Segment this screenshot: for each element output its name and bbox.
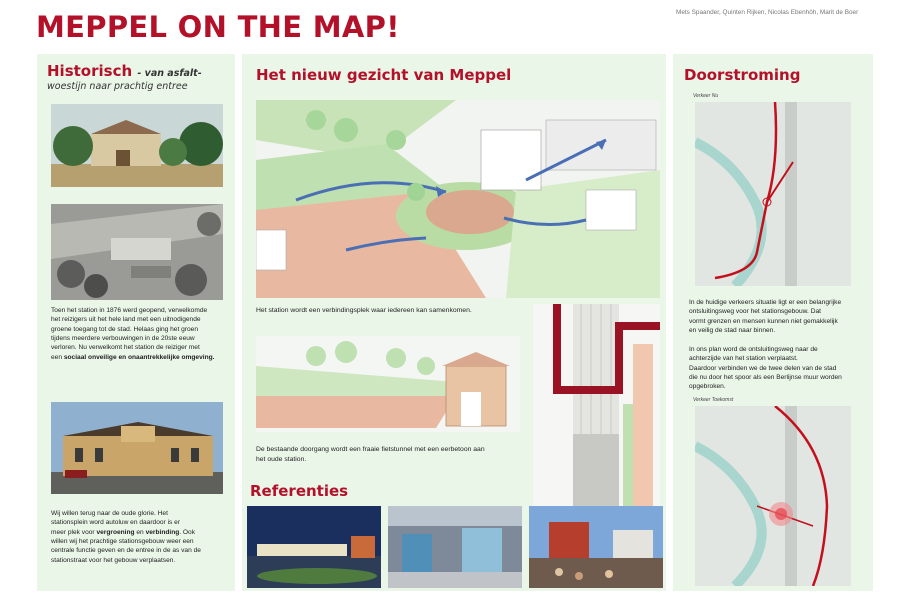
historic-aerial-photo [51, 204, 223, 300]
text-line: In ons plan word de ontsluitingsweg naar de [689, 346, 818, 353]
section-title-nieuw-gezicht: Het nieuw gezicht van Meppel [256, 66, 512, 84]
caption-rendering-1: Het station wordt een verbindingsplek waar iedereen kan samenkomen. [256, 307, 472, 314]
caption-rendering-2 [256, 445, 526, 464]
text-line: achterzijde van het station verplaatst. [689, 355, 798, 363]
doorstroming-text-1 [689, 298, 871, 335]
traffic-map-now [695, 102, 851, 286]
map-label-future: Verkeer Toekomst [693, 397, 734, 403]
text-line: De bestaande doorgang wordt een fraaie fietstunnel met een eerbetoon aan [256, 446, 485, 453]
section-title-doorstroming: Doorstroming [684, 66, 801, 84]
text-line: Daardoor verbinden we de twee delen van de stad [689, 364, 837, 372]
text-line [51, 528, 231, 537]
reference-photo-3 [529, 506, 663, 588]
historisch-text-2 [51, 509, 231, 565]
doorstroming-text-2 [689, 345, 871, 392]
text-line: het oude station. [256, 455, 307, 463]
text-line: centrale functie geven en de entree in de as van de [51, 547, 201, 555]
authors-list: Mets Spaander, Quinten Rijken, Nicolas Ebenhöh, Marit de Boer [676, 9, 859, 16]
emphasis-text: vergroening [96, 528, 135, 536]
site-plan-drawing [533, 304, 660, 526]
panel-doorstroming [673, 54, 873, 591]
text-line: opgebroken. [689, 383, 726, 391]
text-line: groene toegang tot de stad. Helaas ging het groen [51, 325, 199, 333]
page-title: MEPPEL ON THE MAP! [36, 10, 400, 44]
text-line: ontsluitingsweg voor het stationsgebouw. Dat [689, 308, 821, 316]
historic-station-photo [51, 104, 223, 187]
text-line: In de huidige verkeers situatie ligt er een belangrijke [689, 299, 842, 306]
text-fragment: en [134, 528, 146, 536]
text-line: willen wij het prachtige stationsgebouw weer een [51, 538, 194, 546]
section-title-referenties: Referenties [250, 482, 349, 500]
emphasis-text: sociaal onveilige en onaantrekkelijke omgeving. [63, 353, 215, 361]
text-fragment: . Ook [179, 528, 196, 536]
emphasis-text: verbinding [145, 528, 180, 536]
current-station-photo [51, 402, 223, 494]
station-square-rendering [256, 100, 660, 298]
text-line: stationstraat voor het gebouw verplaatsen. [51, 556, 176, 564]
text-line: die nu door het spoor als een Berlijnse muur worden [689, 374, 842, 382]
historisch-subtitle-1: - van asfalt- [137, 68, 202, 79]
historisch-title: Historisch [47, 62, 133, 80]
text-line: het reizigers uit het hele land met een uitnodigende [51, 316, 201, 324]
reference-photo-1 [247, 506, 381, 588]
text-line: vormt grenzen en mensen kunnen niet gemakkelijk [689, 317, 838, 325]
panel-historisch [37, 54, 235, 591]
historisch-subtitle-2: woestijn naar prachtig entree [47, 81, 188, 92]
historisch-text-1 [51, 306, 231, 362]
text-line: en veilig de stad naar binnen. [689, 327, 776, 335]
text-line [51, 353, 231, 362]
map-label-now: Verkeer Nu [693, 93, 719, 99]
section-title-historisch [47, 62, 202, 80]
text-fragment: meer plek voor [51, 528, 97, 536]
reference-photo-2 [388, 506, 522, 588]
traffic-map-future [695, 406, 851, 586]
text-line: tijdens meerdere verbouwingen in de 20ste eeuw [51, 335, 195, 343]
text-line: stationsplein word autoluw en daardoor is er [51, 519, 181, 527]
bike-tunnel-rendering [256, 336, 520, 432]
text-line: verloren. Nu verwelkomt het station de reiziger met [51, 344, 200, 352]
text-fragment: een [51, 353, 64, 361]
text-line: Wij willen terug naar de oude glorie. Het [51, 510, 168, 517]
text-line: Toen het station in 1876 werd geopend, verwelkomde [51, 307, 208, 314]
panel-nieuw-gezicht [242, 54, 666, 591]
